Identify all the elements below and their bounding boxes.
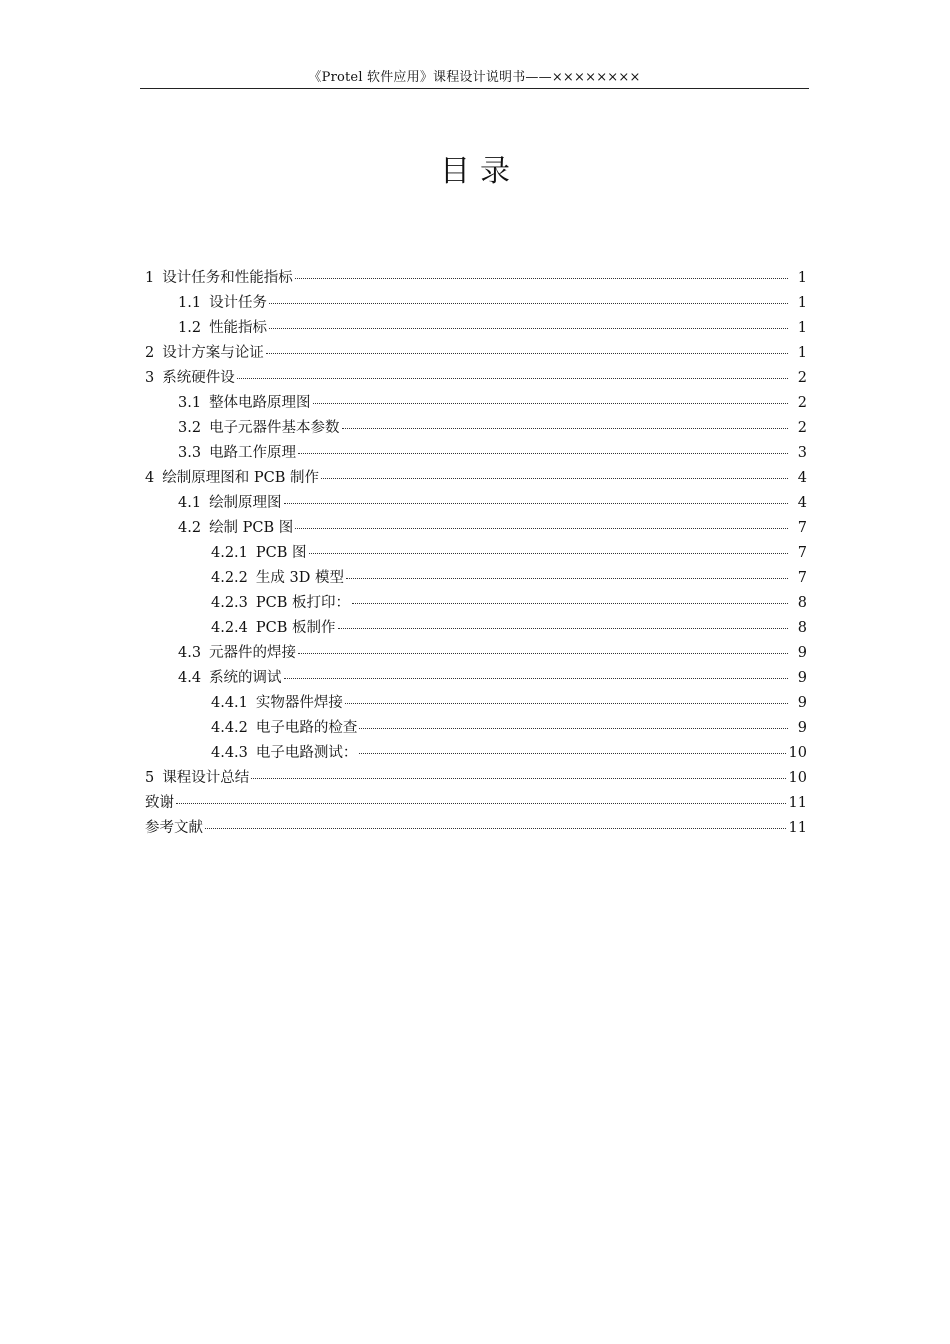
toc-entry-page: 3	[797, 445, 807, 461]
toc-entry-number: 4.3	[178, 645, 202, 661]
toc-dot-leader	[342, 428, 788, 429]
toc-entry-label: 课程设计总结	[162, 770, 250, 786]
toc-entry-label: 电子元器件基本参数	[209, 420, 340, 436]
toc-dot-leader	[345, 703, 788, 704]
table-of-contents	[145, 266, 807, 841]
toc-dot-leader	[359, 753, 785, 754]
toc-entry-number: 4.4.2	[211, 720, 248, 736]
toc-entry[interactable]	[145, 591, 807, 616]
toc-entry-label: 参考文献	[145, 820, 203, 836]
toc-entry-number: 1	[145, 270, 155, 286]
toc-entry-page: 7	[797, 570, 807, 586]
toc-entry-number: 5	[145, 770, 155, 786]
toc-entry-number: 4.2	[178, 520, 202, 536]
toc-entry-number: 3.1	[178, 395, 202, 411]
toc-entry-page: 9	[797, 720, 807, 736]
toc-entry-label: 设计任务	[209, 295, 268, 311]
toc-entry[interactable]	[145, 666, 807, 691]
toc-dot-leader	[205, 828, 786, 829]
toc-dot-leader	[284, 678, 788, 679]
toc-entry[interactable]	[145, 816, 807, 841]
toc-dot-leader	[269, 303, 788, 304]
toc-dot-leader	[251, 778, 785, 779]
toc-entry[interactable]	[145, 316, 807, 341]
toc-entry-number: 4.2.4	[211, 620, 248, 636]
toc-entry-page: 9	[797, 695, 807, 711]
toc-entry-number: 3	[145, 370, 155, 386]
toc-entry-label: 电子电路测试：	[255, 745, 358, 761]
toc-entry-number: 4.4	[178, 670, 202, 686]
toc-entry-number: 3.2	[178, 420, 202, 436]
toc-entry-label: 致谢	[145, 795, 174, 811]
toc-entry-number: 4	[145, 470, 155, 486]
toc-entry-page: 1	[797, 270, 807, 286]
toc-entry-page: 7	[797, 545, 807, 561]
toc-entry[interactable]	[145, 466, 807, 491]
toc-entry[interactable]	[145, 541, 807, 566]
toc-entry-label: 设计任务和性能指标	[162, 270, 293, 286]
toc-entry-label: 电路工作原理	[209, 445, 297, 461]
toc-entry-page: 11	[788, 820, 807, 836]
toc-dot-leader	[298, 453, 788, 454]
toc-dot-leader	[176, 803, 786, 804]
toc-entry-page: 1	[797, 320, 807, 336]
toc-entry[interactable]	[145, 641, 807, 666]
toc-entry-label: PCB 板打印：	[255, 595, 351, 611]
toc-entry[interactable]	[145, 366, 807, 391]
toc-entry[interactable]	[145, 766, 807, 791]
toc-entry-number: 4.2.2	[211, 570, 248, 586]
toc-entry-label: PCB 板制作	[255, 620, 336, 636]
toc-entry-number: 2	[145, 345, 155, 361]
toc-entry-label: 设计方案与论证	[162, 345, 264, 361]
toc-entry-page: 9	[797, 670, 807, 686]
toc-dot-leader	[295, 528, 788, 529]
toc-title: 目录	[440, 154, 520, 189]
toc-entry-number: 4.4.1	[211, 695, 248, 711]
toc-entry[interactable]	[145, 391, 807, 416]
toc-entry[interactable]	[145, 266, 807, 291]
toc-dot-leader	[309, 553, 788, 554]
toc-entry[interactable]	[145, 616, 807, 641]
toc-dot-leader	[352, 603, 788, 604]
toc-entry-page: 1	[797, 295, 807, 311]
running-header: 《Protel 软件应用》课程设计说明书——××××××××	[308, 70, 641, 85]
toc-entry-number: 4.1	[178, 495, 202, 511]
toc-entry-number: 3.3	[178, 445, 202, 461]
toc-entry-page: 10	[788, 745, 807, 761]
toc-entry-label: 实物器件焊接	[255, 695, 343, 711]
toc-entry-number: 1.1	[178, 295, 202, 311]
toc-dot-leader	[346, 578, 788, 579]
toc-dot-leader	[284, 503, 788, 504]
toc-dot-leader	[321, 478, 788, 479]
toc-entry-page: 2	[797, 420, 807, 436]
toc-entry-page: 8	[797, 595, 807, 611]
toc-entry-label: 生成 3D 模型	[255, 570, 344, 586]
toc-dot-leader	[269, 328, 788, 329]
toc-entry-label: 电子电路的检查	[255, 720, 358, 736]
toc-entry[interactable]	[145, 491, 807, 516]
toc-entry[interactable]	[145, 691, 807, 716]
toc-entry[interactable]	[145, 416, 807, 441]
toc-entry[interactable]	[145, 791, 807, 816]
toc-entry-number: 4.2.3	[211, 595, 248, 611]
toc-entry-page: 2	[797, 395, 807, 411]
toc-dot-leader	[298, 653, 788, 654]
toc-entry-number: 1.2	[178, 320, 202, 336]
toc-entry-label: 整体电路原理图	[209, 395, 311, 411]
toc-entry-number: 4.4.3	[211, 745, 248, 761]
toc-entry-page: 4	[797, 495, 807, 511]
header-rule	[140, 88, 809, 89]
toc-entry-label: 系统的调试	[209, 670, 282, 686]
toc-entry-number: 4.2.1	[211, 545, 248, 561]
toc-entry-page: 10	[788, 770, 807, 786]
toc-entry[interactable]	[145, 516, 807, 541]
toc-entry-page: 9	[797, 645, 807, 661]
toc-entry-label: PCB 图	[255, 545, 307, 561]
toc-entry[interactable]	[145, 716, 807, 741]
toc-entry-page: 4	[797, 470, 807, 486]
toc-entry-label: 系统硬件设	[162, 370, 235, 386]
toc-dot-leader	[313, 403, 788, 404]
toc-entry-label: 绘制原理图和 PCB 制作	[162, 470, 319, 486]
toc-entry[interactable]	[145, 291, 807, 316]
toc-entry-page: 8	[797, 620, 807, 636]
toc-entry[interactable]	[145, 441, 807, 466]
toc-dot-leader	[295, 278, 788, 279]
toc-entry[interactable]	[145, 566, 807, 591]
toc-dot-leader	[338, 628, 788, 629]
toc-entry-page: 1	[797, 345, 807, 361]
toc-entry-page: 11	[788, 795, 807, 811]
toc-dot-leader	[266, 353, 788, 354]
toc-entry-label: 性能指标	[209, 320, 268, 336]
toc-entry[interactable]	[145, 741, 807, 766]
toc-entry-label: 元器件的焊接	[209, 645, 297, 661]
toc-entry[interactable]	[145, 341, 807, 366]
toc-entry-label: 绘制 PCB 图	[209, 520, 294, 536]
toc-entry-page: 2	[797, 370, 807, 386]
toc-entry-page: 7	[797, 520, 807, 536]
toc-dot-leader	[237, 378, 788, 379]
toc-dot-leader	[359, 728, 788, 729]
toc-entry-label: 绘制原理图	[209, 495, 282, 511]
